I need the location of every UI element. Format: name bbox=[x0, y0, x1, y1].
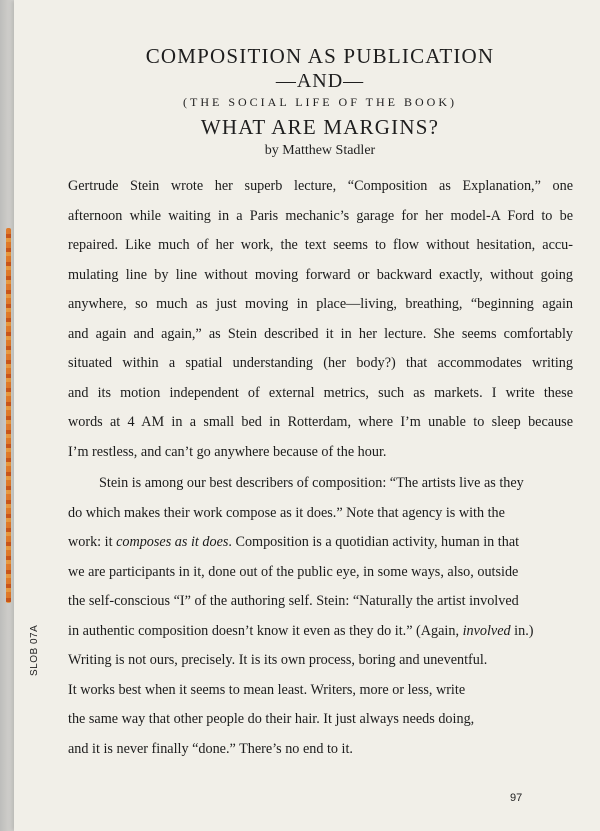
italic-phrase: composes as it does bbox=[116, 534, 229, 550]
body-text-run: work: it bbox=[68, 534, 117, 550]
body-line: mulating line by line without moving forward or backward exactly, without going bbox=[68, 266, 573, 283]
body-line: words at 4 AM in a small bed in Rotterdam, where I’m unable to sleep because bbox=[68, 414, 573, 430]
body-text-run: in.) bbox=[510, 622, 534, 639]
title-and: —AND— bbox=[275, 70, 365, 92]
page-number: 97 bbox=[510, 792, 523, 804]
body-line: Gertrude Stein wrote her superb lecture, “Composition as Explanation,” one bbox=[68, 178, 573, 194]
body-line: I’m restless, and can’t go anywhere because of the hour. bbox=[68, 443, 387, 460]
title-line-1: COMPOSITION AS PUBLICATION bbox=[145, 44, 495, 68]
side-label: SLOB 07A bbox=[29, 624, 40, 676]
body-line bbox=[68, 617, 573, 647]
body-line: do which makes their work compose as it does.” Note that agency is with the bbox=[68, 504, 505, 521]
body-line: the self-conscious “I” of the authoring self. Stein: “Naturally the artist involved bbox=[68, 593, 519, 609]
body-line: Stein is among our best describers of composition: “The artists live as they bbox=[99, 475, 524, 491]
italic-phrase: involved bbox=[462, 622, 511, 639]
binding-thread bbox=[6, 228, 11, 603]
body-line: the same way that other people do their hair. It just always needs doing, bbox=[68, 711, 475, 727]
byline: by Matthew Stadler bbox=[264, 143, 376, 158]
body-line: Writing is not ours, precisely. It is its own process, boring and uneventful. bbox=[68, 652, 488, 668]
title-block bbox=[14, 42, 600, 160]
body-line: repaired. Like much of her work, the text seems to flow without hesitation, accu- bbox=[68, 237, 573, 253]
body-line: situated within a spatial understanding (her body?) that accommodates writing bbox=[68, 355, 573, 371]
body-line bbox=[68, 528, 573, 558]
body-line: It works best when it seems to mean least. Writers, more or less, write bbox=[68, 681, 466, 698]
body-text-run: in authentic composition doesn’t know it even as they do it.” (Again, bbox=[68, 622, 463, 639]
body-line: afternoon while waiting in a Paris mechanic’s garage for her model-A Ford to be bbox=[68, 207, 573, 224]
title-line-2: WHAT ARE MARGINS? bbox=[200, 115, 440, 139]
body-text-run: . Composition is a quotidian activity, human in that bbox=[228, 534, 520, 550]
subtitle: (THE SOCIAL LIFE OF THE BOOK) bbox=[183, 95, 457, 109]
body-line: and it is never finally “done.” There’s no end to it. bbox=[68, 740, 353, 757]
body-line: and again and again,” as Stein described it in her lecture. She seems comfortably bbox=[68, 325, 573, 342]
body-line: and its motion independent of external metrics, such as markets. I write these bbox=[68, 384, 573, 401]
body-line: anywhere, so much as just moving in place—living, breathing, “beginning again bbox=[68, 296, 573, 312]
article-body bbox=[68, 172, 573, 764]
body-line: we are participants in it, done out of the public eye, in some ways, also, outside bbox=[68, 563, 519, 580]
